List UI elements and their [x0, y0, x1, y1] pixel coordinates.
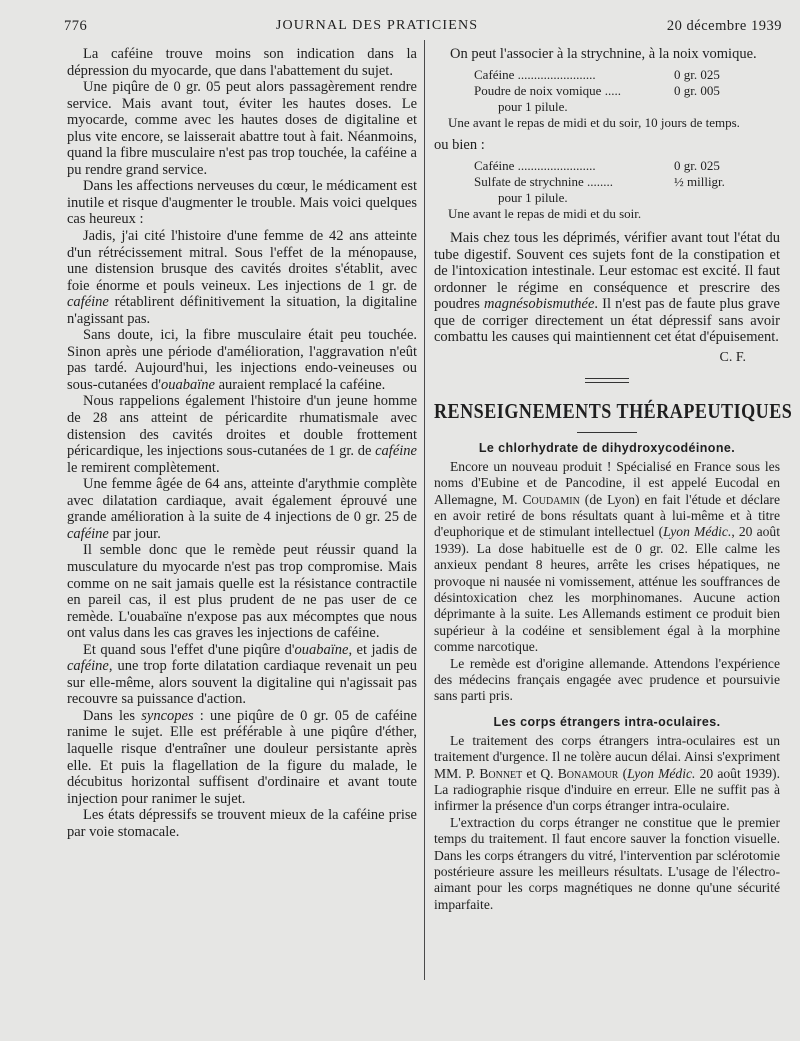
separator: [585, 378, 629, 383]
author-signature: C. F.: [719, 349, 746, 365]
paragraph: On peut l'associer à la strychnine, à la noix vomique.: [450, 46, 757, 62]
paragraph: Dans les syncopes : une piqûre de 0 gr. 05 de caféine ranime le sujet. Elle est préférable à une piqûre d'éther, laquelle risque d'entraîner une douleur persistante après elle. Et puis la flagellation de la figure du malade, le décubitus horizontal suffisent d'ordinaire et avant toute injection pour ranimer le sujet.: [67, 707, 417, 807]
paragraph: Une femme âgée de 64 ans, atteinte d'arythmie complète avec dilatation cardiaque, avait également éprouvé une grande amélioration à la suite de 4 injections de 0 gr. 25 de caféine par jour.: [67, 476, 417, 542]
prescription-formula: [434, 67, 780, 132]
formula-unit: pour 1 pilule.: [498, 98, 568, 114]
paragraph: Il semble donc que le remède peut réussir quand la musculature du myocarde n'est pas trop compromise. Mais comme on ne sait jamais quelle est la résistance contractile en pareil cas, il est plus prudent de ne pas user de ce remède. L'ouabaïne n'expose pas aux mécomptes que nous ont valus dans les cas graves les injections de caféine.: [67, 542, 417, 642]
formula-row: Caféine ........................ 0 gr. 025: [474, 157, 720, 173]
paragraph: Le traitement des corps étrangers intra-oculaires est un traitement d'urgence. Il ne tolère aucun délai. Ainsi s'expriment MM. P. Bonnet et Q. Bonamour (Lyon Médic. 20 août 1939). La radiographie risque d'induire en erreur. Elle ne suffit pas à infirmer la présence d'un corps étranger intra-oculaire.: [434, 732, 780, 814]
section-title: RENSEIGNEMENTS THÉRAPEUTIQUES: [434, 398, 793, 423]
formula-row: Sulfate de strychnine ........ ½ milligr.: [474, 173, 725, 189]
formula-note: Une avant le repas de midi et du soir.: [448, 206, 642, 222]
paragraph: Nous rappelions également l'histoire d'un jeune homme de 28 ans atteint de péricardite rhumatismale avec distension des cavités droites et double frottement péricardique, les injections sous-cutanées de 1 gr. de caféine le remirent complètement.: [67, 393, 417, 476]
subheading: Le chlorhydrate de dihydroxycodéinone.: [478, 440, 736, 455]
left-column: [67, 46, 417, 840]
paragraph: Dans les affections nerveuses du cœur, le médicament est inutile et risque d'augmenter le trouble. Mais voici quelques cas heureux :: [67, 178, 417, 228]
journal-title: JOURNAL DES PRATICIENS: [275, 18, 479, 33]
paragraph: ou bien :: [434, 137, 485, 154]
page-header: [64, 14, 782, 38]
paragraph: La caféine trouve moins son indication dans la dépression du myocarde, que dans l'abattement du sujet.: [67, 46, 417, 79]
paragraph: Encore un nouveau produit ! Spécialisé en France sous les noms d'Eubine et de Pancodine, il est appelé Eucodal en Allemagne, M. Coudamin (de Lyon) en fait l'étude et déclare en avoir retiré de bons résultats quant à lui-même et à titre d'euphorique et de stimulant intellectuel (Lyon Médic., 20 août 1939). La dose habituelle est de 0 gr. 02. Elle calme les anxieux pendant 8 heures, arrête les crises hépatiques, ne provoque ni nausée ni vomissement, atténue les souffrances de désintoxication chez les morphinomanes. Aucune action déprimante à la suite. Les Allemands estiment ce produit bien supérieur à la codéine et sensiblement égal à la morphine comme narcotique.: [434, 458, 780, 655]
formula-row: Caféine ........................ 0 gr. 025: [474, 66, 720, 82]
paragraph: Jadis, j'ai cité l'histoire d'une femme de 42 ans atteinte d'un rétrécissement mitral. Sous l'effet de la ménopause, une distension brusque des cavités droites s'établit, avec foie énorme et pouls veineux. Les injections de 1 gr. de caféine rétablirent définitivement la situation, la digitaline n'agissant pas.: [67, 228, 417, 327]
prescription-formula: [434, 158, 780, 223]
formula-unit: pour 1 pilule.: [498, 190, 568, 206]
column-divider: [424, 40, 425, 980]
paragraph: Le remède est d'origine allemande. Attendons l'expérience des médecins français engagée avec prudence et poursuivie sans parti pris.: [434, 655, 780, 704]
page-number: 776: [64, 17, 88, 34]
paragraph: Mais chez tous les déprimés, vérifier avant tout l'état du tube digestif. Souvent ces sujets font de la constipation et de l'intoxication intestinale. Leur estomac est excité. Il faut ordonner le régime en conséquence et prescrire des poudres magnésobismuthée. Il n'est pas de faute plus grave que de corriger directement un état dépressif sans avoir combattu les causes qui maintiennent cet état d'épuisement.: [434, 230, 780, 346]
formula-row: Poudre de noix vomique ..... 0 gr. 005: [474, 82, 720, 98]
subheading: Les corps étrangers intra-oculaires.: [493, 714, 721, 729]
paragraph: Et quand sous l'effet d'une piqûre d'ouabaïne, et jadis de caféine, une trop forte dilatation cardiaque revenait un peu sur elle-même, alors souvent la digitaline qui n'agissait pas recouvre sa puissance d'action.: [67, 641, 417, 708]
paragraph: Les états dépressifs se trouvent mieux de la caféine prise par voie stomacale.: [67, 807, 417, 840]
paragraph: Sans doute, ici, la fibre musculaire était peu touchée. Sinon après une période d'amélioration, l'aggravation n'eût pas tardé. Aujourd'hui, les injections endo-veineuses ou sous-cutanées d'ouabaïne auraient remplacé la caféine.: [67, 327, 417, 393]
paragraph: L'extraction du corps étranger ne constitue que le premier temps du traitement. Il faut encore sauver la fonction visuelle. Dans les corps étrangers du vitré, l'intervention par sclérotomie postérieure assure les meilleurs résultats. L'usage de l'électro-aimant pour les corps magnétiques ne donne qu'une sécurité imparfaite.: [434, 814, 780, 912]
issue-date: 20 décembre 1939: [666, 17, 782, 34]
right-column: [434, 46, 793, 913]
formula-note: Une avant le repas de midi et du soir, 10 jours de temps.: [448, 115, 740, 131]
separator: [577, 432, 637, 433]
paragraph: Une piqûre de 0 gr. 05 peut alors passagèrement rendre service. Mais avant tout, éviter les hautes doses. Le myocarde, comme avec les hautes doses de digitaline et plus vite encore, se laisserait abattre tout à fait. Néanmoins, quand la fibre musculaire n'est pas trop touchée, la caféine a pu rendre grand service.: [67, 79, 417, 178]
